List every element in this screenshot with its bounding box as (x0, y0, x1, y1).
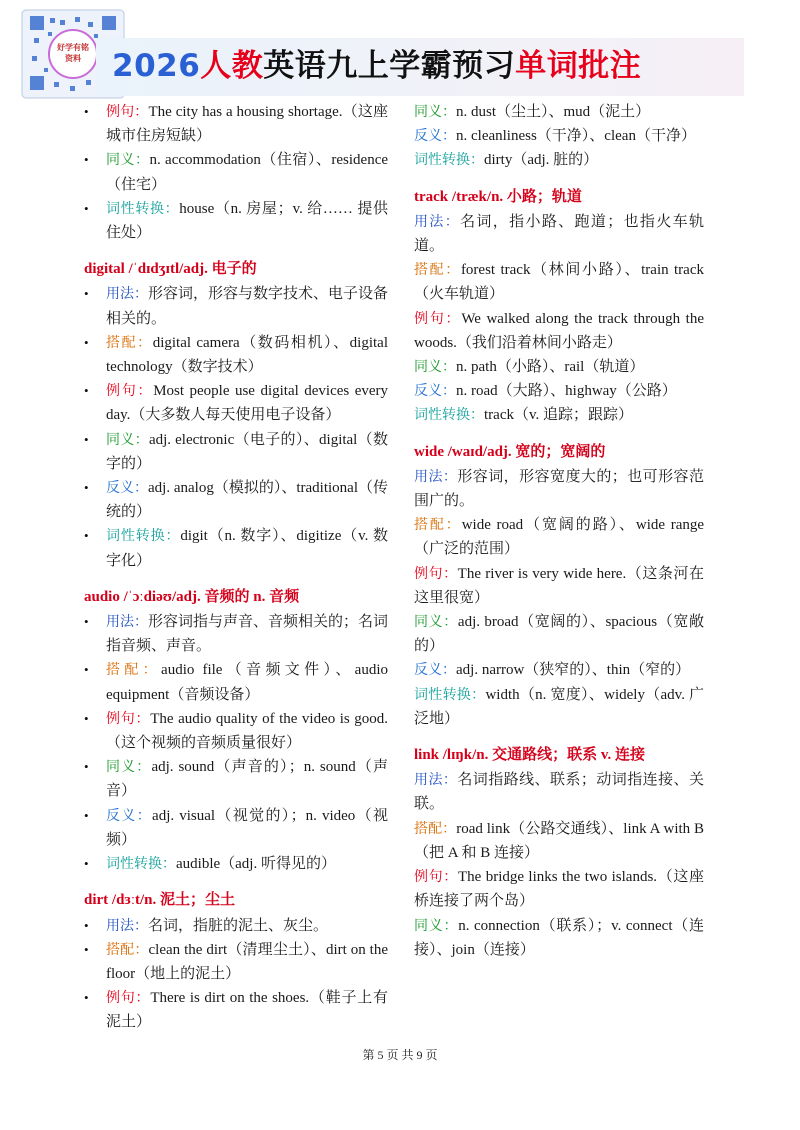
entry-label: 搭配： (414, 517, 462, 534)
entry-label: 同义： (106, 152, 150, 169)
title-topic: 单词批注 (515, 48, 642, 84)
bullet-icon: • (84, 286, 89, 302)
digital-item-example (84, 379, 388, 427)
bullet-icon: • (84, 334, 89, 350)
entry-label: 反义： (414, 383, 456, 400)
entry-label: 用法： (106, 614, 148, 631)
wide-entry (414, 465, 704, 731)
entry-text: 形容词指与声音、音频相关的；名词指音频、声音。 (106, 614, 389, 655)
bullet-icon: • (84, 152, 89, 168)
entry-label: 搭配： (414, 262, 461, 279)
entry-text: 形容词，形容宽度大的；也可形容范围广的。 (414, 468, 704, 510)
entry-text: n. path（小路）、rail（轨道） (456, 359, 645, 376)
wide-item-conv (414, 683, 704, 731)
digital-item-ant (84, 476, 388, 524)
bullet-icon: • (84, 383, 89, 399)
entry-text: The city has a housing shortage.（这座城市住房短缺） (106, 104, 388, 145)
bullet-icon: • (84, 431, 89, 447)
housing-entry-tail (84, 100, 388, 245)
housing-item-example (84, 100, 388, 148)
bullet-icon: • (84, 528, 89, 544)
left-column (84, 100, 388, 1035)
entry-label: 词性转换： (106, 200, 180, 217)
entry-text: house（n. 房屋；v. 给…… 提供住处） (106, 200, 388, 242)
entry-text: The river is very wide here.（这条河在这里很宽） (414, 565, 704, 606)
entry-text: n. connection（联系）；v. connect（连接）、join（连接） (414, 917, 705, 958)
entry-text: adj. narrow（狭窄的）、thin（窄的） (456, 662, 691, 679)
entry-label: 反义： (106, 480, 149, 497)
entry-label: 同义： (414, 104, 456, 120)
dirt-item-example (84, 986, 388, 1034)
digital-item-colloc (84, 331, 388, 379)
entry-label: 用法： (106, 917, 148, 934)
logo-text-line2: 资料 (65, 54, 81, 63)
dirt-item-ant (414, 124, 704, 148)
entry-label: 同义： (106, 431, 149, 448)
bullet-icon: • (84, 807, 89, 823)
wide-item-usage (414, 465, 704, 513)
entry-label: 同义： (106, 759, 152, 776)
bullet-icon: • (84, 990, 89, 1006)
entry-label: 例句： (414, 869, 458, 886)
entry-text: adj. analog（模拟的）、traditional（传统的） (106, 480, 388, 521)
right-column (414, 100, 704, 962)
audio-item-conv (84, 852, 388, 876)
dirt-item-conv (414, 148, 704, 172)
wide-item-ant (414, 658, 704, 682)
entry-text: width（n. 宽度）、widely（adv. 广泛地） (414, 686, 704, 727)
audio-item-usage (84, 610, 388, 658)
entry-label: 反义： (414, 128, 456, 145)
audio-entry (84, 610, 388, 876)
bullet-icon: • (84, 480, 89, 496)
entry-text: The audio quality of the video is good.（这个视频的音频质量很好） (106, 710, 388, 752)
entry-text: digital camera（数码相机）、digital technology（数字技术） (106, 334, 389, 376)
entry-label: 反义： (414, 662, 456, 679)
bullet-icon: • (84, 614, 89, 630)
track-item-usage (414, 210, 704, 258)
wide-item-syn (414, 610, 704, 658)
entry-text: 名词，指脏的泥土、灰尘。 (148, 917, 329, 934)
headword-audio: audio /ˈɔːdiəʊ/adj. 音频的 n. 音频 (84, 588, 300, 605)
headword-track: track /træk/n. 小路；轨道 (414, 188, 582, 205)
entry-label: 词性转换： (106, 856, 176, 873)
bullet-icon: • (84, 710, 89, 726)
entry-text: 名词指路线、联系；动词指连接、关联。 (414, 772, 704, 813)
entry-label: 同义： (414, 359, 456, 376)
wide-item-colloc (414, 513, 704, 561)
entry-text: n. accommodation（住宿）、residence（住宅） (106, 152, 389, 193)
title-edition: 人教 (200, 48, 264, 84)
headword-digital: digital /ˈdɪdʒɪtl/adj. 电子的 (84, 261, 257, 278)
entry-label: 例句： (106, 104, 149, 120)
entry-label: 搭配： (106, 941, 149, 958)
entry-label: 例句： (414, 565, 458, 582)
digital-item-usage (84, 282, 388, 330)
logo-text-line1: 好学有铭 (57, 43, 89, 52)
entry-text: n. road（大路）、highway（公路） (456, 383, 677, 400)
audio-item-syn (84, 755, 388, 803)
bullet-icon: • (84, 856, 89, 872)
link-item-colloc (414, 817, 704, 865)
entry-text: We walked along the track through the woods.（我们沿着林间小路走） (414, 310, 705, 351)
bullet-icon: • (84, 917, 89, 933)
headword-dirt: dirt /dɜːt/n. 泥土；尘土 (84, 892, 236, 909)
housing-item-syn (84, 148, 388, 196)
entry-text: adj. electronic（电子的）、digital（数字的） (106, 431, 388, 472)
bullet-icon: • (84, 200, 89, 216)
headword-link: link /lɪŋk/n. 交通路线；联系 v. 连接 (414, 747, 646, 764)
entry-label: 反义： (106, 807, 153, 824)
page-footer: 第 5 页 共 9 页 (362, 1048, 438, 1062)
dirt-entry-tail (414, 100, 704, 173)
entry-text: n. cleanliness（干净）、clean（干净） (456, 128, 696, 145)
digital-entry (84, 282, 388, 572)
entry-text: 名词，指小路、跑道；也指火车轨道。 (414, 213, 704, 255)
audio-item-example (84, 707, 388, 755)
entry-label: 同义： (414, 917, 459, 934)
entry-label: 用法： (414, 772, 458, 789)
entry-text: Most people use digital devices every day.（大多数人每天使用电子设备） (106, 383, 389, 424)
entry-text: adj. broad（宽阔的）、spacious（宽敞的） (414, 614, 705, 655)
audio-item-colloc (84, 658, 388, 706)
entry-text: adj. sound（声音的）；n. sound（声音） (106, 759, 388, 800)
link-item-usage (414, 768, 704, 816)
logo-text (49, 42, 97, 64)
entry-label: 例句： (106, 990, 151, 1007)
entry-text: road link（公路交通线）、link A with B（把 A 和 B 连接） (414, 820, 704, 861)
track-entry (414, 210, 704, 428)
entry-text: clean the dirt（清理尘土）、dirt on the floor（地上的泥土） (106, 941, 389, 982)
entry-label: 例句： (106, 710, 151, 727)
entry-text: dirty（adj. 脏的） (484, 152, 599, 169)
entry-text: 形容词，形容与数字技术、电子设备相关的。 (106, 286, 389, 327)
link-item-syn (414, 914, 704, 962)
wide-item-example (414, 562, 704, 610)
entry-label: 搭配： (414, 820, 457, 837)
entry-label: 用法： (106, 286, 148, 303)
entry-text: n. dust（尘土）、mud（泥土） (456, 104, 651, 120)
entry-label: 词性转换： (414, 407, 484, 424)
dirt-item-syn (414, 100, 704, 124)
track-item-example (414, 307, 704, 355)
entry-label: 例句： (414, 310, 462, 327)
housing-item-conv (84, 197, 388, 245)
page-title (112, 46, 641, 86)
entry-label: 同义： (414, 614, 458, 631)
entry-text: wide road（宽阔的路）、wide range（广泛的范围） (414, 517, 705, 558)
entry-text: adj. visual（视觉的）；n. video（视频） (106, 807, 389, 848)
entry-text: audio file（音频文件）、audio equipment（音频设备） (106, 662, 389, 703)
entry-text: digit（n. 数字）、digitize（v. 数字化） (106, 528, 388, 569)
bullet-icon: • (84, 104, 89, 119)
entry-text: There is dirt on the shoes.（鞋子上有泥土） (106, 990, 389, 1031)
track-item-conv (414, 403, 704, 427)
entry-text: forest track（林间小路）、train track（火车轨道） (414, 262, 704, 303)
entry-label: 用法： (414, 468, 458, 485)
track-item-syn (414, 355, 704, 379)
entry-label: 词性转换： (414, 686, 486, 703)
entry-text: track（v. 追踪；跟踪） (484, 407, 634, 424)
track-item-colloc (414, 258, 704, 306)
entry-label: 用法： (414, 213, 461, 230)
entry-label: 搭配： (106, 334, 153, 351)
title-year: 2026 (112, 48, 201, 84)
dirt-item-usage (84, 914, 388, 938)
link-entry (414, 768, 704, 962)
bullet-icon: • (84, 759, 89, 775)
title-subject: 英语九上学霸预习 (263, 48, 516, 84)
entry-text: The bridge links the two islands.（这座桥连接了两个岛） (414, 869, 705, 910)
bullet-icon: • (84, 662, 89, 678)
dirt-entry (84, 914, 388, 1035)
dirt-item-colloc (84, 938, 388, 986)
audio-item-ant (84, 804, 388, 852)
entry-label: 搭配： (106, 662, 162, 679)
entry-label: 例句： (106, 383, 154, 400)
headword-wide: wide /waɪd/adj. 宽的；宽阔的 (414, 443, 606, 460)
digital-item-syn (84, 428, 388, 476)
track-item-ant (414, 379, 704, 403)
bullet-icon: • (84, 941, 89, 957)
entry-label: 词性转换： (414, 152, 484, 169)
link-item-example (414, 865, 704, 913)
digital-item-conv (84, 524, 388, 572)
entry-label: 词性转换： (106, 528, 181, 545)
entry-text: audible（adj. 听得见的） (176, 856, 336, 873)
